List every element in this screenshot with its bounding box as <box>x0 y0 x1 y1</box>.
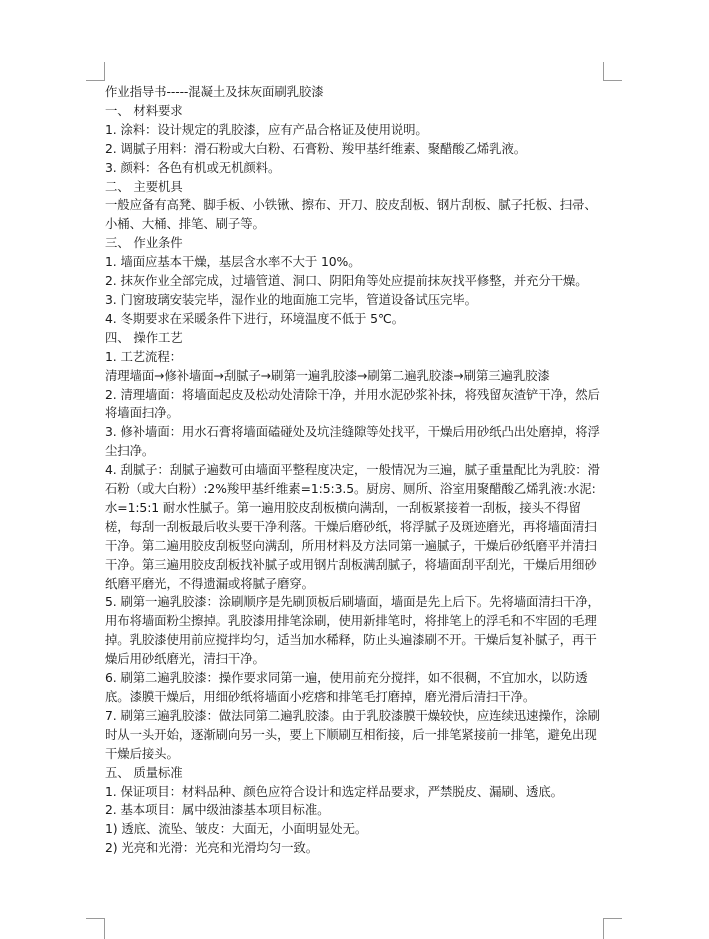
paragraph: 1. 保证项目：材料品种、颜色应符合设计和选定样品要求，严禁脱皮、漏刷、透底。 <box>105 783 563 799</box>
document-body <box>105 83 605 858</box>
paragraph: 4. 刮腻子：刮腻子遍数可由墙面平整程度决定，一般情况为三遍，腻子重量配比为乳胶：滑石粉（或大白粉）:2%羧甲基纤维素=1:5:3.5。厨房、厕所、浴室用聚醋酸乙烯乳液:水泥:水=1:5:1 耐水性腻子。第一遍用胶皮刮板横向满刮，一刮板紧接着一刮板，接头不得留槎，每刮一刮板最后收头要干净利落。干燥后磨砂纸，将浮腻子及斑迹磨光，再将墙面清扫干净。第二遍用胶皮刮板竖向满刮，所用材料及方法同第一遍腻子，干燥后砂纸磨平并清扫干净。第三遍用胶皮刮板找补腻子或用钢片刮板满刮腻子，将墙面刮平刮光，干燥后用细砂纸磨平磨光，不得遗漏或将腻子磨穿。 <box>105 462 600 591</box>
section-heading-conditions: 三、 作业条件 <box>105 235 183 251</box>
paragraph: 1. 墙面应基本干燥，基层含水率不大于 10%。 <box>105 254 361 270</box>
paragraph: 清理墙面→修补墙面→刮腻子→刷第一遍乳胶漆→刷第二遍乳胶漆→刷第三遍乳胶漆 <box>105 367 550 383</box>
page-corner-mark-bottom-left <box>86 918 105 939</box>
page-corner-mark-bottom-right <box>603 918 622 939</box>
paragraph: 1. 工艺流程： <box>105 348 182 364</box>
paragraph: 6. 刷第二遍乳胶漆：操作要求同第一遍，使用前充分搅拌，如不很稠，不宜加水，以防透底。漆膜干燥后，用细砂纸将墙面小疙瘩和排笔毛打磨掉，磨光滑后清扫干净。 <box>105 670 588 704</box>
paragraph: 3. 颜料：各色有机或无机颜料。 <box>105 159 281 175</box>
paragraph: 5. 刷第一遍乳胶漆：涂刷顺序是先刷顶板后刷墙面，墙面是先上后下。先将墙面清扫干净，用布将墙面粉尘擦掉。乳胶漆用排笔涂刷，使用新排笔时，将排笔上的浮毛和不牢固的毛理掉。乳胶漆使用前应搅拌均匀，适当加水稀释，防止头遍漆刷不开。干燥后复补腻子，再干燥后用砂纸磨光，清扫干净。 <box>105 594 600 667</box>
paragraph: 一般应备有高凳、脚手板、小铁锹、擦布、开刀、胶皮刮板、钢片刮板、腻子托板、扫帚、小桶、大桶、排笔、刷子等。 <box>105 197 597 232</box>
document-title: 作业指导书-----混凝土及抹灰面刷乳胶漆 <box>105 84 324 99</box>
paragraph: 3. 修补墙面：用水石膏将墙面磕碰处及坑洼缝隙等处找平，干燥后用砂纸凸出处磨掉，将浮尘扫净。 <box>105 424 600 459</box>
paragraph: 2. 调腻子用料：滑石粉或大白粉、石膏粉、羧甲基纤维素、聚醋酸乙烯乳液。 <box>105 140 527 156</box>
section-heading-materials: 一、 材料要求 <box>105 102 183 118</box>
section-heading-tools: 二、 主要机具 <box>105 178 183 194</box>
page-corner-mark-top-right <box>603 62 622 81</box>
paragraph: 4. 冬期要求在采暖条件下进行，环境温度不低于 5℃。 <box>105 310 405 326</box>
paragraph: 1) 透底、流坠、皱皮：大面无，小面明显处无。 <box>105 821 368 837</box>
paragraph: 2. 抹灰作业全部完成，过墙管道、洞口、阴阳角等处应提前抹灰找平修整，并充分干燥。 <box>105 273 588 289</box>
paragraph: 3. 门窗玻璃安装完毕，湿作业的地面施工完毕，管道设备试压完毕。 <box>105 291 477 307</box>
section-heading-quality: 五、 质量标准 <box>105 764 183 780</box>
page-corner-mark-top-left <box>86 62 105 81</box>
paragraph: 1. 涂料：设计规定的乳胶漆，应有产品合格证及使用说明。 <box>105 121 428 137</box>
paragraph: 2. 基本项目：属中级油漆基本项目标准。 <box>105 802 330 818</box>
paragraph: 2. 清理墙面：将墙面起皮及松动处清除干净，并用水泥砂浆补抹，将残留灰渣铲干净，然后将墙面扫净。 <box>105 386 600 421</box>
paragraph: 7. 刷第三遍乳胶漆：做法同第二遍乳胶漆。由于乳胶漆膜干燥较快，应连续迅速操作，涂刷时从一头开始，逐渐刷向另一头，要上下顺刷互相衔接，后一排笔紧接前一排笔，避免出现干燥后接头。 <box>105 707 600 761</box>
section-heading-process: 四、 操作工艺 <box>105 329 183 345</box>
paragraph: 2) 光亮和光滑：光亮和光滑均匀一致。 <box>105 840 319 856</box>
